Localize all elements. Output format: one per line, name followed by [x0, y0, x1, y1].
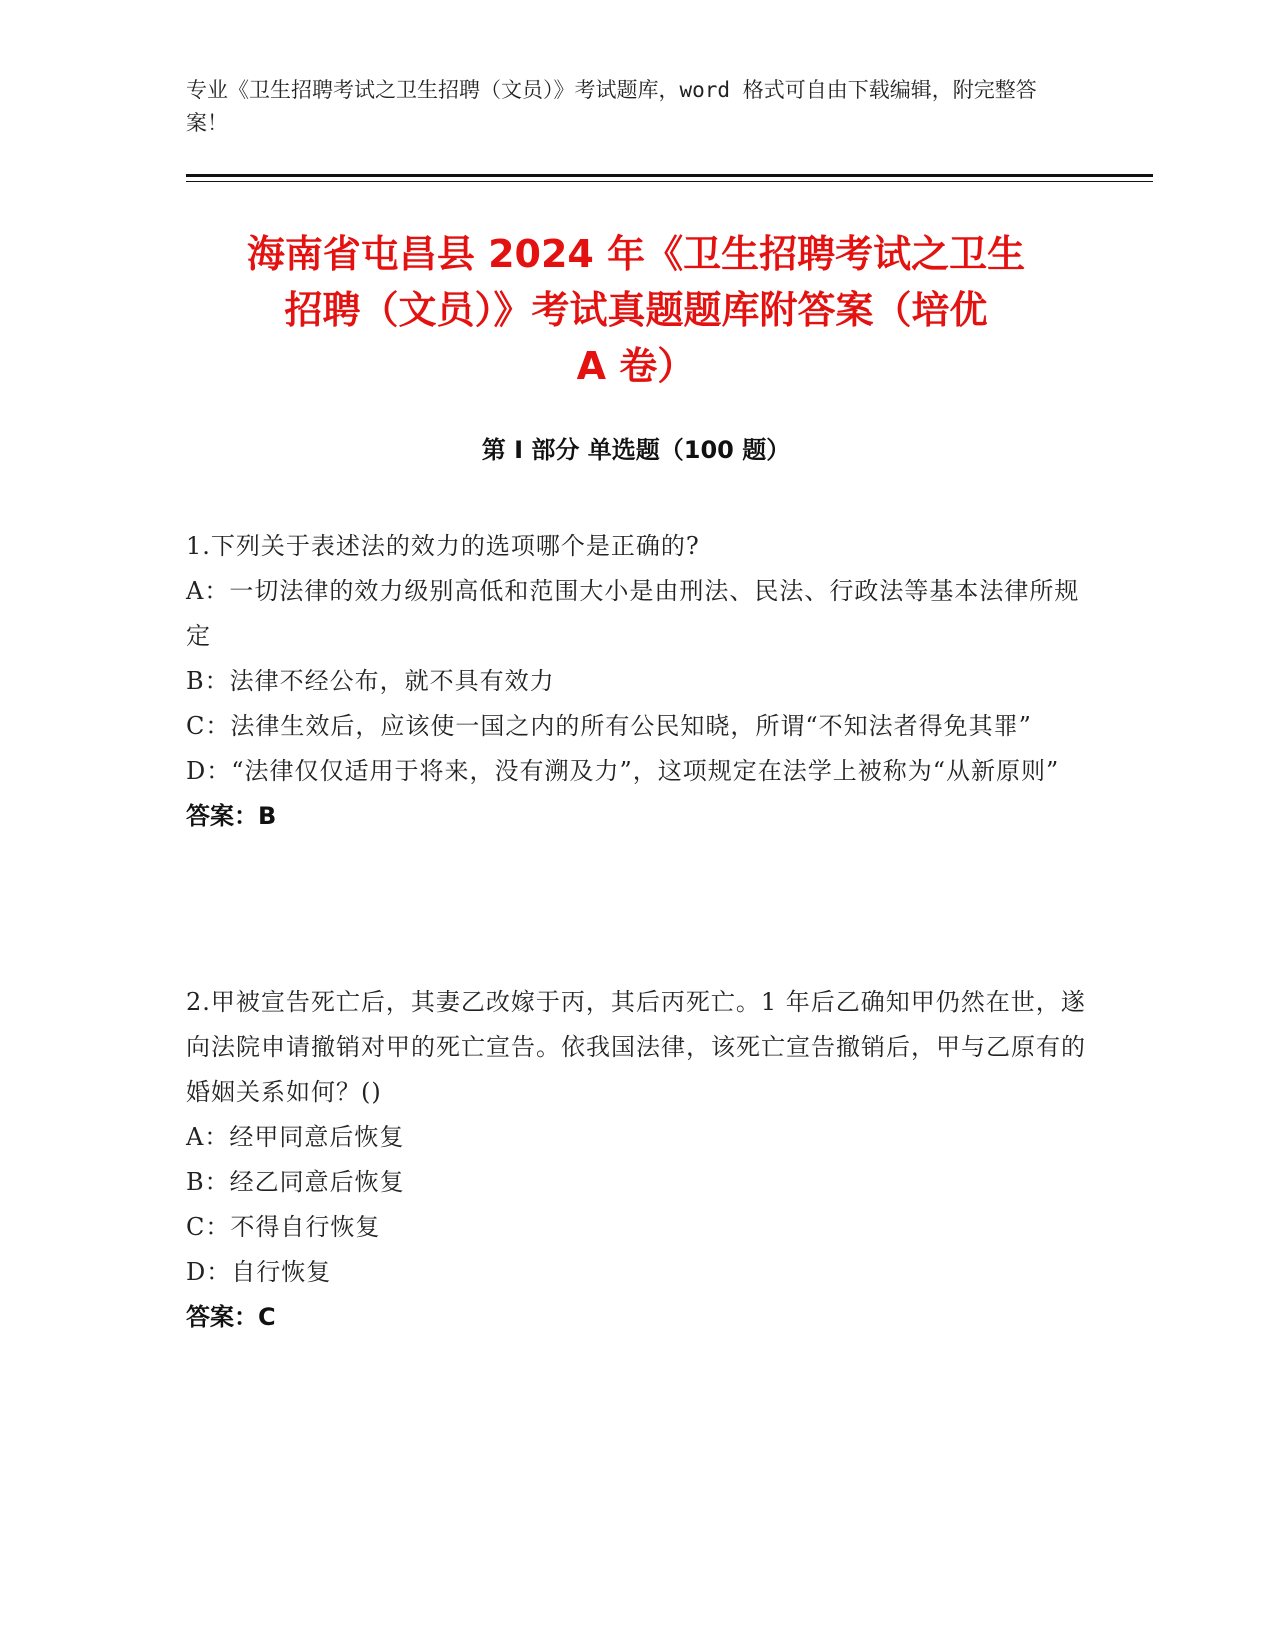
document-title — [186, 226, 1086, 394]
option-b: B：法律不经公布，就不具有效力 — [186, 667, 555, 695]
header-divider-thick — [186, 174, 1153, 177]
header-divider-thin — [186, 181, 1153, 182]
option-d: D：自行恢复 — [186, 1258, 332, 1286]
option-d: D：“法律仅仅适用于将来，没有溯及力”，这项规定在法学上被称为“从新原则” — [186, 757, 1060, 785]
document-title-line-2: 招聘（文员）》考试真题题库附答案（培优 — [284, 288, 988, 332]
option-c: C：法律生效后，应该使一国之内的所有公民知晓，所谓“不知法者得免其罪” — [186, 712, 1032, 740]
question-stem: 1.下列关于表述法的效力的选项哪个是正确的? — [186, 532, 700, 560]
header-note: 专业《卫生招聘考试之卫生招聘（文员）》考试题库，word 格式可自由下载编辑，附完整答案！ — [186, 78, 1037, 135]
question-stem: 2.甲被宣告死亡后，其妻乙改嫁于丙，其后丙死亡。1 年后乙确知甲仍然在世，遂向法院申请撤销对甲的死亡宣告。依我国法律，该死亡宣告撤销后，甲与乙原有的婚姻关系如何？() — [186, 988, 1086, 1106]
option-c: C：不得自行恢复 — [186, 1213, 381, 1241]
answer: 答案：B — [186, 802, 277, 830]
document-title-line-3: A 卷） — [576, 344, 696, 388]
section-heading: 第 I 部分 单选题（100 题） — [481, 436, 791, 464]
question-1 — [186, 524, 1086, 839]
answer: 答案：C — [186, 1303, 276, 1331]
option-b: B：经乙同意后恢复 — [186, 1168, 405, 1196]
question-2 — [186, 980, 1086, 1340]
document-title-line-1: 海南省屯昌县 2024 年《卫生招聘考试之卫生 — [246, 232, 1026, 276]
option-a: A：经甲同意后恢复 — [186, 1123, 405, 1151]
option-a: A：一切法律的效力级别高低和范围大小是由刑法、民法、行政法等基本法律所规定 — [186, 577, 1080, 650]
